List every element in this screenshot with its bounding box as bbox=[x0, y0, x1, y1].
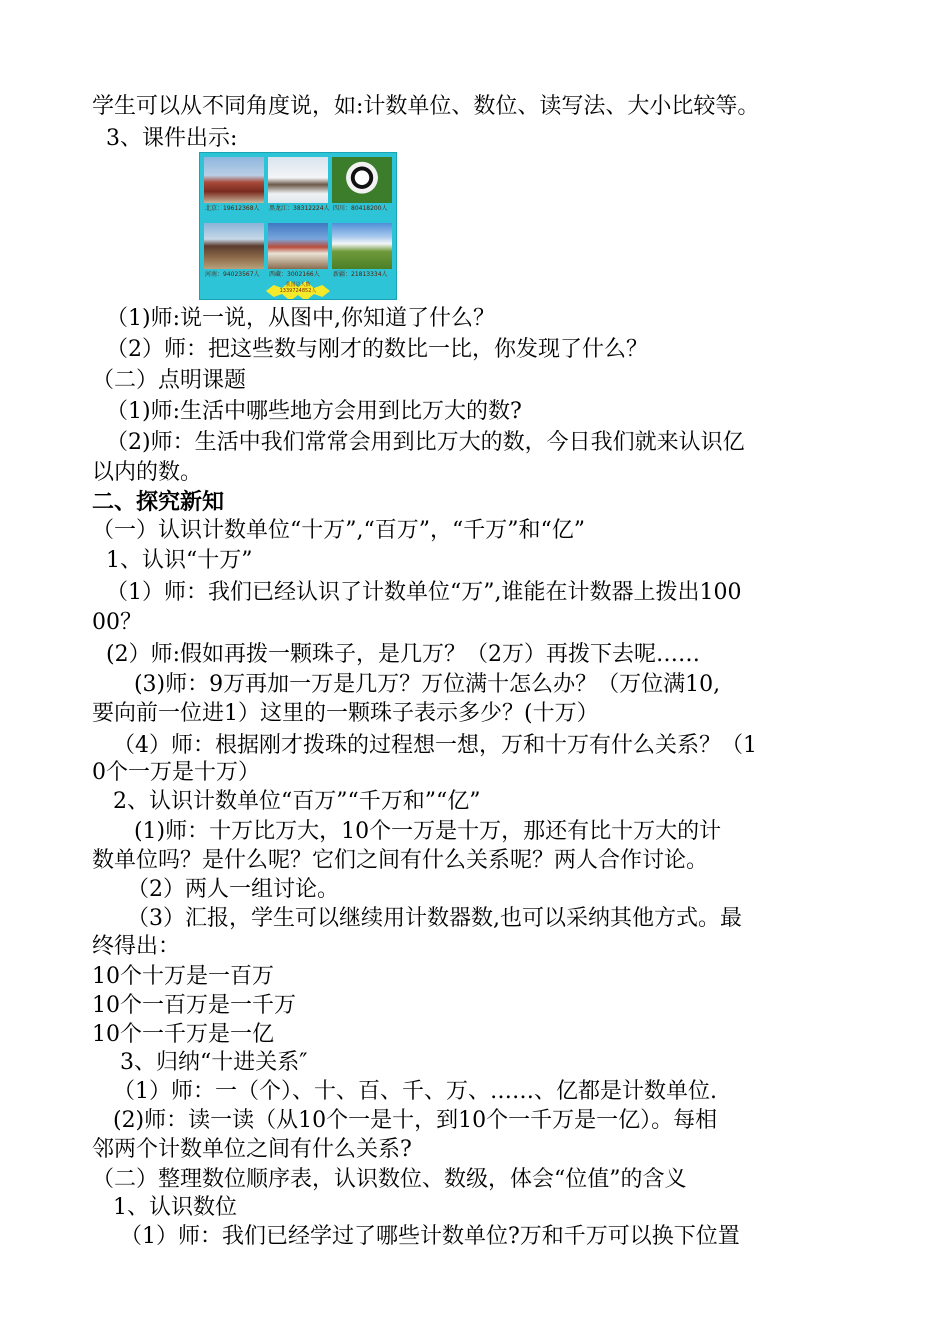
text-line: (2)师：读一读（从10个一是十，到10个一千万是一亿）。每相 bbox=[92, 1108, 718, 1133]
caption-heilongjiang: 黑龙江：38312224人 bbox=[269, 205, 330, 212]
text-line: （2）师：把这些数与刚才的数比一比，你发现了什么？ bbox=[92, 337, 648, 362]
text-line: （4）师：根据刚才拨珠的过程想一想，万和十万有什么关系？（1 bbox=[92, 733, 757, 758]
text-line: （1)师:说一说，从图中,你知道了什么？ bbox=[92, 306, 495, 331]
total-population bbox=[266, 282, 330, 294]
text-line: 00？ bbox=[92, 610, 142, 635]
text-line: 以内的数。 bbox=[92, 460, 203, 485]
text-line: (3)师：9万再加一万是几万？万位满十怎么办？（万位满10, bbox=[92, 672, 721, 697]
text-line: （1)师:生活中哪些地方会用到比万大的数? bbox=[92, 399, 522, 424]
section-heading: （二）整理数位顺序表，认识数位、数级，体会“位值”的含义 bbox=[92, 1167, 687, 1192]
text-line: 要向前一位进1）这里的一颗珠子表示多少？(十万） bbox=[92, 701, 599, 726]
text-line: （3）汇报，学生可以继续用计数器数,也可以采纳其他方式。最 bbox=[92, 906, 742, 931]
text-line: 数单位吗？是什么呢？它们之间有什么关系呢？两人合作讨论。 bbox=[92, 848, 709, 873]
caption-sichuan: 四川：80418200人 bbox=[333, 205, 388, 212]
courseware-image bbox=[199, 152, 397, 300]
caption-henan: 河南：94023567人 bbox=[205, 271, 260, 278]
text-line: （2)师：生活中我们常常会用到比万大的数，今日我们就来认识亿 bbox=[92, 430, 745, 455]
text-line: 学生可以从不同角度说，如:计数单位、数位、读写法、大小比较等。 bbox=[92, 94, 760, 119]
text-line: 终得出： bbox=[92, 934, 181, 959]
text-line: （1）师：一（个）、十、百、千、万、……、亿都是计数单位. bbox=[92, 1079, 717, 1104]
total-label: 我国总人数 bbox=[285, 282, 311, 288]
caption-xizang: 西藏：3002166人 bbox=[269, 271, 320, 278]
photo-xinjiang bbox=[332, 223, 392, 269]
text-line: 3、归纳“十进关系″ bbox=[92, 1050, 308, 1075]
photo-sichuan bbox=[332, 157, 392, 203]
section-heading-bold: 二、探究新知 bbox=[92, 489, 225, 515]
text-line: 10个一百万是一千万 bbox=[92, 993, 296, 1018]
text-line: 10个十万是一百万 bbox=[92, 964, 274, 989]
text-line: （1）师：我们已经认识了计数单位“万”,谁能在计数器上拨出100 bbox=[92, 580, 742, 605]
text-line: 3、课件出示: bbox=[92, 126, 238, 151]
text-line: 1、认识数位 bbox=[92, 1195, 237, 1220]
text-line: （1）师：我们已经学过了哪些计数单位?万和千万可以换下位置 bbox=[92, 1224, 740, 1249]
text-line: （2）两人一组讨论。 bbox=[92, 877, 339, 902]
text-line: (1)师：十万比万大，10个一万是十万，那还有比十万大的计 bbox=[92, 819, 722, 844]
section-heading: （二）点明课题 bbox=[92, 368, 247, 393]
text-line: (2）师:假如再拨一颗珠子，是几万？（2万）再拨下去呢…… bbox=[92, 642, 700, 667]
text-line: 1、认识“十万” bbox=[92, 548, 253, 573]
photo-xizang bbox=[268, 223, 328, 269]
text-line: 2、认识计数单位“百万”“千万和”“亿” bbox=[92, 789, 481, 814]
text-line: 邻两个计数单位之间有什么关系? bbox=[92, 1137, 412, 1162]
caption-xinjiang: 新疆：21813334人 bbox=[333, 271, 388, 278]
photo-beijing bbox=[204, 157, 264, 203]
total-value: 1339724852人 bbox=[279, 288, 317, 294]
text-line: 0个一万是十万） bbox=[92, 760, 260, 785]
section-heading: （一）认识计数单位“十万”,“百万”，“千万”和“亿” bbox=[92, 518, 585, 543]
caption-beijing: 北京：19612368人 bbox=[205, 205, 260, 212]
photo-henan bbox=[204, 223, 264, 269]
photo-heilongjiang bbox=[268, 157, 328, 203]
text-line: 10个一千万是一亿 bbox=[92, 1022, 274, 1047]
